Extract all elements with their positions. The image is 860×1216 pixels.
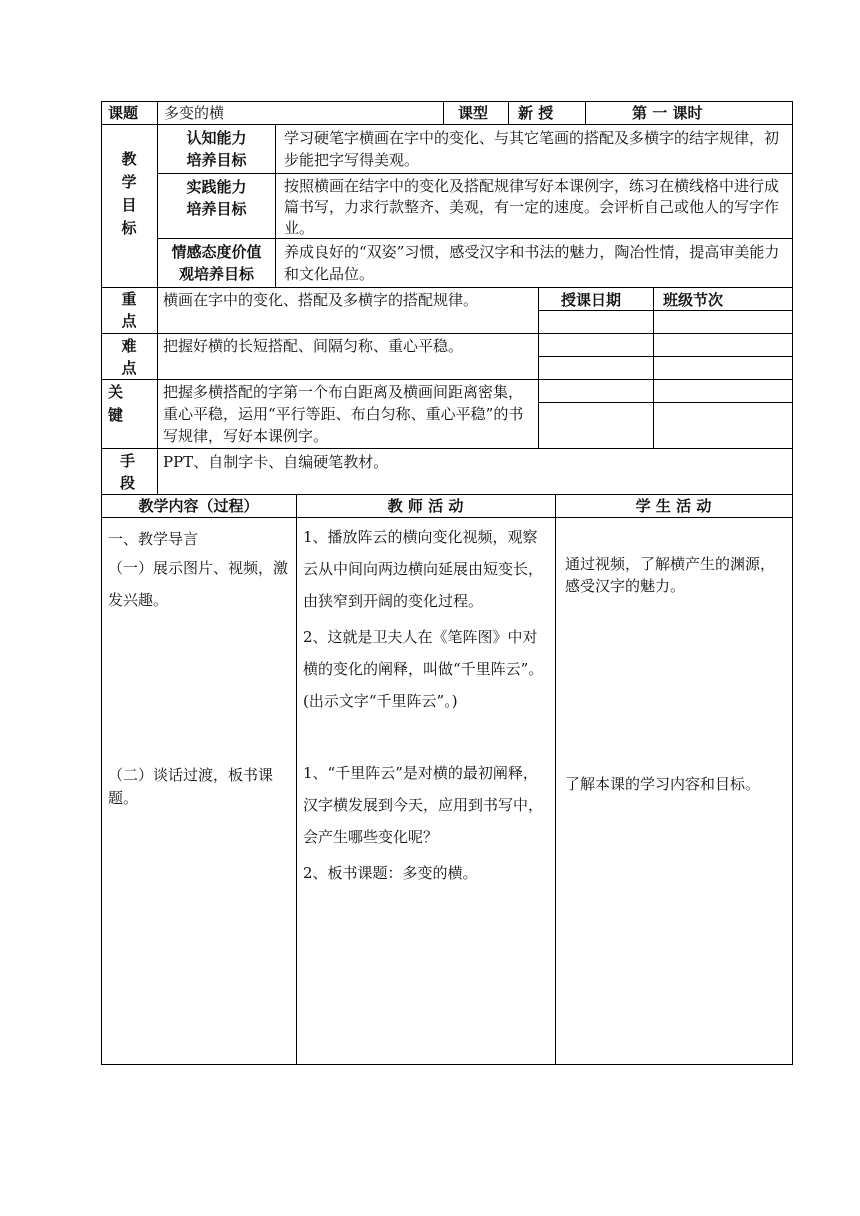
rule	[101, 101, 102, 1065]
critical-text: 把握多横搭配的字第一个布白距离及横画间距离密集，重心平稳，运用“平行等距、布白匀称、重心平稳”的书写规律，写好本课例字。	[163, 383, 524, 445]
rule	[538, 356, 793, 357]
rule	[555, 494, 556, 1065]
rule	[101, 494, 793, 495]
rule	[101, 517, 793, 518]
step2-text: （二）谈话过渡，板书课题。	[108, 766, 274, 807]
key-points-label	[101, 288, 157, 332]
student-activity-2: 了解本课的学习内容和目标。	[565, 775, 761, 793]
rule	[538, 310, 793, 311]
teacher-header: 教 师 活 动	[387, 497, 464, 515]
class-header: 班级节次	[663, 291, 724, 309]
teacher-activity-2: 2、这就是卫夫人在《笔阵图》中对横的变化的阐释，叫做“千里阵云”。(出示文字“千里阵云”。)	[303, 628, 544, 710]
key-points-text: 横画在字中的变化、搭配及多横字的搭配规律。	[163, 291, 479, 309]
cognitive-goal-text: 学习硬笔字横画在字中的变化、与其它笔画的搭配及多横字的结字规律，初步能把字写得美观。	[284, 129, 780, 169]
emotion-goal-label: 情感态度价值 观培养目标	[171, 243, 262, 283]
student-activity-1: 通过视频，了解横产生的渊源，感受汉字的魅力。	[565, 555, 776, 595]
intro-title: 一、教学导言	[108, 530, 199, 548]
practice-goal-label: 实践能力 培养目标	[186, 178, 247, 218]
student-header: 学 生 活 动	[635, 497, 712, 515]
rule	[157, 173, 793, 174]
rule	[101, 287, 793, 288]
label-char: 手	[120, 452, 136, 470]
step1-text: （一）展示图片、视频，激发兴趣。	[108, 559, 289, 609]
rule	[443, 101, 444, 125]
label-char: 点	[121, 312, 137, 330]
label-char: 关	[108, 383, 124, 401]
critical-label	[108, 381, 123, 427]
label-char: 键	[108, 406, 124, 424]
period-label: 第 一 课时	[632, 104, 703, 122]
rule	[296, 494, 297, 1065]
date-header: 授课日期	[561, 291, 622, 309]
objectives-char: 目	[121, 196, 137, 214]
topic-label: 课题	[108, 104, 139, 122]
means-text: PPT、自制字卡、自编硬笔教材。	[163, 453, 389, 471]
rule	[538, 402, 793, 403]
rule	[101, 124, 793, 125]
rule	[792, 101, 793, 1065]
teacher-activity-1: 1、播放阵云的横向变化视频，观察云从中间向两边横向延展由短变长，由狭窄到开阔的变化过程。	[303, 528, 544, 610]
rule	[585, 101, 586, 125]
cognitive-goal-label: 认知能力 培养目标	[186, 129, 247, 169]
label-char: 难	[121, 337, 137, 355]
content-header: 教学内容（过程）	[138, 497, 259, 515]
lesson-type-label: 课型	[458, 104, 489, 122]
rule	[101, 101, 793, 102]
label-char: 重	[121, 290, 137, 308]
means-label	[120, 450, 135, 494]
objectives-char: 教	[121, 150, 137, 168]
rule	[653, 287, 654, 449]
rule	[508, 101, 509, 125]
rule	[538, 287, 539, 449]
practice-goal-text: 按照横画在结字中的变化及搭配规律写好本课例字，练习在横线格中进行成篇书写，力求行款整齐、美观，有一定的速度。会评析自己或他人的写字作业。	[284, 177, 780, 237]
objectives-side-label	[101, 148, 157, 240]
emotion-goal-text: 养成良好的“双姿”习惯，感受汉字和书法的魅力，陶冶性情，提高审美能力和文化品位。	[284, 243, 780, 283]
rule	[101, 448, 793, 449]
objectives-char: 学	[121, 173, 137, 191]
rule	[101, 333, 793, 334]
rule	[275, 124, 276, 288]
lesson-type-value: 新 授	[518, 104, 554, 122]
rule	[101, 1064, 793, 1065]
topic-value: 多变的横	[164, 104, 225, 122]
objectives-char: 标	[121, 219, 137, 237]
teacher-activity-4: 2、板书课题：多变的横。	[303, 864, 478, 882]
teacher-activity-3: 1、“千里阵云”是对横的最初阐释，汉字横发展到今天，应用到书写中，会产生哪些变化呢？	[303, 764, 544, 846]
rule	[101, 379, 793, 380]
label-char: 段	[120, 474, 136, 492]
label-char: 点	[121, 359, 137, 377]
difficult-points-label	[101, 335, 157, 379]
difficult-points-text: 把握好横的长短搭配、间隔匀称、重心平稳。	[163, 337, 464, 355]
